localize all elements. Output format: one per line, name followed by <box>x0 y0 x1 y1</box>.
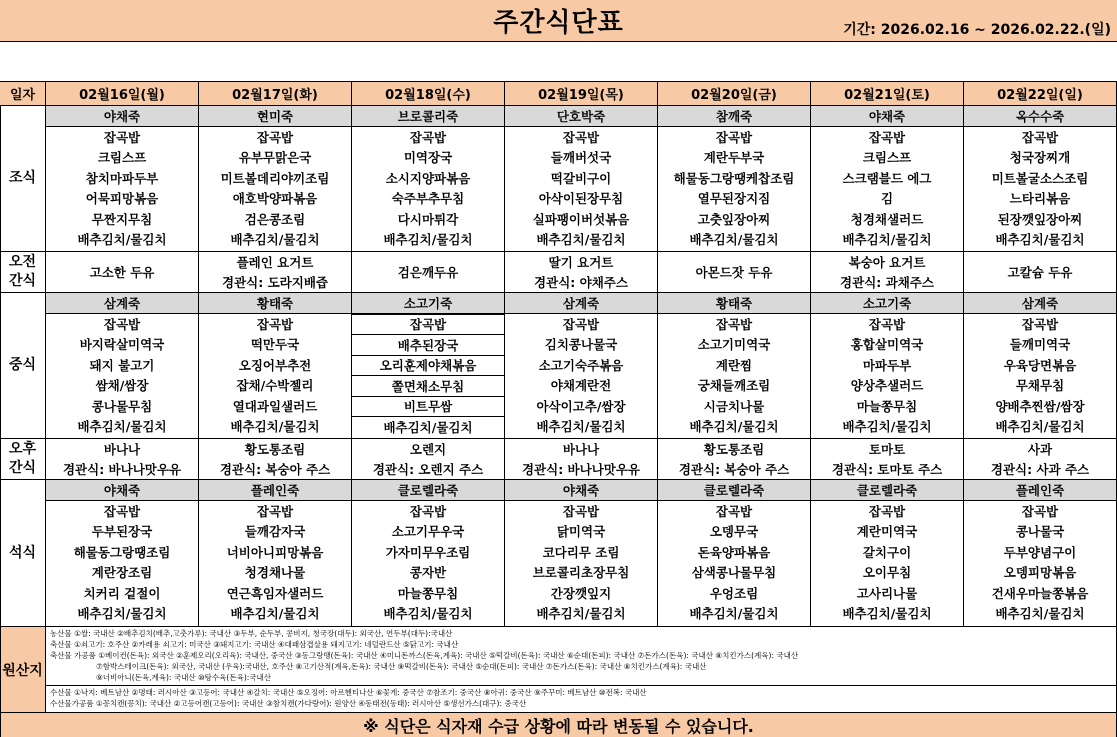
menu-item: 어묵피망볶음 <box>85 191 159 207</box>
menu-cell <box>658 293 811 439</box>
porridge-item: 브로콜리죽 <box>352 106 504 127</box>
porridge-item: 플레인죽 <box>964 480 1116 501</box>
menu-cell <box>46 293 199 439</box>
menu-item: 미역장국 <box>403 150 453 166</box>
menu-item: 복숭아 요거트 <box>848 255 926 270</box>
menu-item: 잡곡밥 <box>868 503 906 519</box>
menu-cell <box>505 252 658 293</box>
menu-cell <box>811 293 964 439</box>
menu-cell <box>46 480 199 627</box>
menu-item: 경관식: 바나나맛우유 <box>62 462 182 477</box>
menu-item: 고소한 두유 <box>89 265 155 280</box>
meal-label: 석식 <box>0 480 46 627</box>
menu-item: 무채무침 <box>1015 378 1065 394</box>
day-header: 02월20일(금) <box>658 82 811 106</box>
menu-cell <box>811 252 964 293</box>
menu-item: 오뎅피망볶음 <box>1003 565 1077 581</box>
menu-item: 배추김치/물김치 <box>77 606 167 622</box>
menu-item: 실파팽이버섯볶음 <box>532 211 630 227</box>
menu-item: 배추김치/물김치 <box>995 419 1085 435</box>
menu-item: 딸기 요거트 <box>548 255 614 270</box>
menu-item: 검은콩조림 <box>244 211 306 227</box>
menu-item: 미트볼데리야끼조림 <box>220 170 330 186</box>
menu-cell <box>658 439 811 480</box>
porridge-item: 참깨죽 <box>658 106 810 127</box>
menu-item: 잡채/수박젤리 <box>236 378 314 394</box>
menu-item: 배추김치/물김치 <box>842 232 932 248</box>
menu-item: 잡곡밥 <box>409 129 447 145</box>
menu-item: 소고기미역국 <box>697 337 771 353</box>
menu-item: 궁채들깨조림 <box>697 378 771 394</box>
porridge-item: 삼계죽 <box>964 293 1116 314</box>
blank-band <box>0 42 1117 82</box>
menu-item: 사과 <box>1027 442 1053 457</box>
menu-item: 삼색콩나물무침 <box>691 565 777 581</box>
day-header: 02월21일(토) <box>811 82 964 106</box>
origin-label: 원산지 <box>0 627 46 713</box>
menu-item: 미트볼굴소스조림 <box>991 170 1089 186</box>
header-label: 일자 <box>0 82 46 106</box>
menu-item: 계란미역국 <box>856 524 918 540</box>
day-header: 02월16일(월) <box>46 82 199 106</box>
menu-item: 바나나 <box>103 442 141 457</box>
menu-item: 배추된장국 <box>352 334 504 355</box>
menu-item: 배추김치/물김치 <box>689 606 779 622</box>
menu-item: 오이무침 <box>862 565 912 581</box>
menu-item: 배추김치/물김치 <box>995 606 1085 622</box>
origin-info <box>46 627 1117 713</box>
origin-line: ⑦함박스테이크(돈육): 외국산, 국내산 (우육):국내산, 호주산 ⑧고기산적(계육,돈육): 국내산 ⑨떡갈비(돈육): 국내산 ⑤순대(돈피): 국내산 ⑦돈가스(돈육): 국내산 ⑧치킨가스(계육): 국내산 <box>96 662 707 671</box>
menu-cell <box>811 480 964 627</box>
porridge-item: 황태죽 <box>199 293 351 314</box>
menu-item: 시금치나물 <box>703 398 765 414</box>
menu-item: 경관식: 도라지배즙 <box>222 275 328 290</box>
menu-item: 황도통조림 <box>703 442 765 457</box>
menu-item: 경관식: 야채주스 <box>534 275 628 290</box>
menu-cell <box>352 252 505 293</box>
menu-cell <box>964 439 1117 480</box>
menu-cell <box>964 252 1117 293</box>
menu-item: 해물동그랑땡조림 <box>73 544 171 560</box>
menu-item: 경관식: 토마토 주스 <box>831 462 943 477</box>
porridge-item: 옥수수죽 <box>964 106 1116 127</box>
menu-item: 양상추샐러드 <box>850 378 924 394</box>
menu-cell <box>46 439 199 480</box>
origin-divider <box>46 685 1117 686</box>
menu-item: 잡곡밥 <box>715 503 753 519</box>
porridge-item: 황태죽 <box>658 293 810 314</box>
footer-notice: ※ 식단은 식자재 수급 상황에 따라 변동될 수 있습니다. <box>0 713 1117 737</box>
menu-item: 경관식: 복숭아 주스 <box>678 462 790 477</box>
porridge-item: 소고기죽 <box>811 293 963 314</box>
menu-item: 배추김치/물김치 <box>352 416 504 437</box>
menu-item: 배추김치/물김치 <box>536 419 626 435</box>
menu-item: 잡곡밥 <box>352 314 504 335</box>
menu-cell <box>658 252 811 293</box>
menu-item: 쌈채/쌈장 <box>95 378 149 394</box>
menu-item: 된장깻잎장아찌 <box>997 211 1083 227</box>
menu-item: 검은깨두유 <box>397 265 459 280</box>
menu-item: 청경채나물 <box>244 565 306 581</box>
menu-item: 배추김치/물김치 <box>77 419 167 435</box>
menu-item: 열대과일샐러드 <box>232 398 318 414</box>
menu-item: 너비아니피망볶음 <box>226 544 324 560</box>
menu-item: 스크램블드 에그 <box>842 170 932 186</box>
menu-cell <box>46 106 199 252</box>
menu-item: 경관식: 사과 주스 <box>990 462 1090 477</box>
menu-item: 고칼슘 두유 <box>1007 265 1073 280</box>
menu-item: 계란장조림 <box>91 565 153 581</box>
origin-line: 축산물 ①쇠고기: 호주산 ②카레용 쇠고기: 미국산 ③돼지고기: 국내산 ④대패삼겹살용 돼지고기: 네덜란드산 ⑤닭고기: 국내산 <box>50 640 459 649</box>
menu-cell <box>658 106 811 252</box>
menu-item: 잡곡밥 <box>868 129 906 145</box>
menu-item: 쫄면채소무침 <box>352 375 504 396</box>
menu-item: 경관식: 복숭아 주스 <box>219 462 331 477</box>
menu-item: 우엉조림 <box>709 585 759 601</box>
menu-item: 떡갈비구이 <box>550 170 612 186</box>
menu-item: 소고기숙주볶음 <box>538 357 624 373</box>
meal-label: 조식 <box>0 106 46 252</box>
meal-label: 오후 간식 <box>0 439 46 480</box>
menu-item: 간장깻잎지 <box>550 585 612 601</box>
menu-item: 아삭이고추/쌈장 <box>536 398 626 414</box>
menu-item: 마늘쫑무침 <box>397 585 459 601</box>
menu-item: 연근흑임자샐러드 <box>226 585 324 601</box>
origin-line: 축산물 가공품 ①베이컨(돈육): 외국산 ②훈제오리(오리육): 국내산, 중국산 ③동그랑땡(돈육): 국내산 ④미니돈까스(돈육,계육): 국내산 ⑤떡갈비(돈육): 국내산 ⑥순대(돈피): 국내산 ⑦돈가스(돈육): 국내산 ⑧치킨가스(계육): 국내산 <box>50 651 799 660</box>
menu-item: 코다리무 조림 <box>542 544 620 560</box>
menu-item: 잡곡밥 <box>409 503 447 519</box>
menu-item: 우육당면볶음 <box>1003 357 1077 373</box>
menu-item: 잡곡밥 <box>103 129 141 145</box>
menu-item: 크림스프 <box>862 150 912 166</box>
porridge-item: 클로렐라죽 <box>811 480 963 501</box>
menu-item: 건새우마늘쫑볶음 <box>991 585 1089 601</box>
menu-item: 오징어부추전 <box>238 357 312 373</box>
menu-item: 가자미무우조림 <box>385 544 471 560</box>
menu-item: 잡곡밥 <box>562 503 600 519</box>
porridge-item: 단호박죽 <box>505 106 657 127</box>
menu-item: 소고기무우국 <box>391 524 465 540</box>
menu-item: 바지락살미역국 <box>79 337 165 353</box>
menu-item: 콩나물국 <box>1015 524 1065 540</box>
menu-item: 치커리 겉절이 <box>83 585 161 601</box>
menu-item: 소시지양파볶음 <box>385 170 471 186</box>
menu-item: 콩자반 <box>409 565 447 581</box>
porridge-item: 삼계죽 <box>46 293 198 314</box>
menu-item: 들깨미역국 <box>1009 337 1071 353</box>
menu-cell <box>505 480 658 627</box>
menu-item: 오렌지 <box>409 442 447 457</box>
menu-cell <box>199 106 352 252</box>
menu-item: 돈육양파볶음 <box>697 544 771 560</box>
day-header: 02월19일(목) <box>505 82 658 106</box>
origin-line: 수산물 ①낙지: 베트남산 ②명태: 러시아산 ③고등어: 국내산 ④갈치: 국내산 ⑤오징어: 아르헨티나산 ⑥꽃게: 중국산 ⑦참조기: 중국산 ⑧아귀: 중국산 ⑨주꾸미: 베트남산 ⑩전복: 국내산 <box>50 688 647 697</box>
menu-item: 배추김치/물김치 <box>230 606 320 622</box>
menu-item: 유부무맑은국 <box>238 150 312 166</box>
menu-item: 경관식: 바나나맛우유 <box>521 462 641 477</box>
menu-item: 토마토 <box>868 442 906 457</box>
menu-item: 경관식: 과채주스 <box>840 275 934 290</box>
menu-item: 고춧잎장아찌 <box>697 211 771 227</box>
menu-cell <box>505 293 658 439</box>
menu-item: 아몬드잣 두유 <box>695 265 773 280</box>
porridge-item: 현미죽 <box>199 106 351 127</box>
porridge-item: 야채죽 <box>46 480 198 501</box>
menu-item: 두부된장국 <box>91 524 153 540</box>
menu-item: 잡곡밥 <box>715 129 753 145</box>
origin-line: 수산물가공품 ①꽁치캔(꽁치): 국내산 ②고등어캔(고등어): 국내산 ③참치캔(가다랑어): 원양산 ④동태전(동태): 러시아산 ⑤생선가스(대구): 중국산 <box>50 699 527 708</box>
menu-item: 들깨감자국 <box>244 524 306 540</box>
menu-item: 오리훈제야채볶음 <box>352 355 504 376</box>
porridge-item: 클로렐라죽 <box>352 480 504 501</box>
menu-item: 크림스프 <box>97 150 147 166</box>
menu-item: 열무된장지짐 <box>697 191 771 207</box>
menu-item: 잡곡밥 <box>1021 129 1059 145</box>
menu-item: 잡곡밥 <box>256 129 294 145</box>
menu-item: 떡만두국 <box>250 337 300 353</box>
menu-item: 배추김치/물김치 <box>230 232 320 248</box>
menu-item: 잡곡밥 <box>562 129 600 145</box>
menu-item: 배추김치/물김치 <box>536 606 626 622</box>
menu-item: 배추김치/물김치 <box>383 606 473 622</box>
period-label: 기간: 2026.02.16 ~ 2026.02.22.(일) <box>843 22 1111 38</box>
menu-cell <box>352 106 505 252</box>
menu-cell <box>199 480 352 627</box>
menu-item: 비트무쌈 <box>352 396 504 417</box>
menu-item: 브로콜리초장무침 <box>532 565 630 581</box>
menu-cell <box>352 293 505 439</box>
menu-item: 배추김치/물김치 <box>689 419 779 435</box>
menu-item: 잡곡밥 <box>1021 316 1059 332</box>
menu-item: 배추김치/물김치 <box>77 232 167 248</box>
menu-item: 잡곡밥 <box>256 316 294 332</box>
meal-label: 중식 <box>0 293 46 439</box>
menu-item: 오뎅무국 <box>709 524 759 540</box>
menu-item: 돼지 불고기 <box>89 357 155 373</box>
menu-item: 양배추찐쌈/쌈장 <box>995 398 1085 414</box>
menu-item: 배추김치/물김치 <box>689 232 779 248</box>
menu-item: 배추김치/물김치 <box>842 606 932 622</box>
menu-item: 배추김치/물김치 <box>230 419 320 435</box>
menu-cell <box>199 293 352 439</box>
menu-item: 바나나 <box>562 442 600 457</box>
menu-item: 황도통조림 <box>244 442 306 457</box>
menu-item: 다시마튀각 <box>397 211 459 227</box>
porridge-item: 야채죽 <box>46 106 198 127</box>
menu-item: 배추김치/물김치 <box>995 232 1085 248</box>
porridge-item: 소고기죽 <box>352 293 504 314</box>
menu-item: 갈치구이 <box>862 544 912 560</box>
menu-item: 느타리볶음 <box>1009 191 1071 207</box>
menu-item: 청경채샐러드 <box>850 211 924 227</box>
menu-item: 잡곡밥 <box>103 316 141 332</box>
menu-cell <box>46 252 199 293</box>
menu-item: 청국장찌개 <box>1009 150 1071 166</box>
menu-item: 잡곡밥 <box>1021 503 1059 519</box>
menu-item: 김 <box>880 191 894 207</box>
menu-item: 콩나물무침 <box>91 398 153 414</box>
menu-item: 플레인 요거트 <box>236 255 314 270</box>
menu-cell <box>505 439 658 480</box>
menu-item: 배추김치/물김치 <box>536 232 626 248</box>
day-header: 02월18일(수) <box>352 82 505 106</box>
menu-item: 참치마파두부 <box>85 170 159 186</box>
porridge-item: 클로렐라죽 <box>658 480 810 501</box>
menu-item: 잡곡밥 <box>715 316 753 332</box>
menu-cell <box>199 252 352 293</box>
menu-item: 잡곡밥 <box>256 503 294 519</box>
menu-item: 야채계란전 <box>550 378 612 394</box>
menu-cell <box>352 439 505 480</box>
menu-item: 배추김치/물김치 <box>383 232 473 248</box>
menu-cell <box>964 106 1117 252</box>
menu-item: 마파두부 <box>862 357 912 373</box>
menu-item: 배추김치/물김치 <box>842 419 932 435</box>
menu-item: 들깨버섯국 <box>550 150 612 166</box>
menu-item: 홍합살미역국 <box>850 337 924 353</box>
menu-cell <box>658 480 811 627</box>
menu-cell <box>505 106 658 252</box>
menu-cell <box>199 439 352 480</box>
day-header: 02월17일(화) <box>199 82 352 106</box>
menu-item: 닭미역국 <box>556 524 606 540</box>
menu-item: 애호박양파볶음 <box>232 191 318 207</box>
menu-item: 무짠지무침 <box>91 211 153 227</box>
porridge-item: 야채죽 <box>505 480 657 501</box>
porridge-item: 플레인죽 <box>199 480 351 501</box>
origin-line: ⑨너비아니(돈육,계육): 국내산 ⑩탕수육(돈육):국내산 <box>96 673 272 682</box>
menu-cell <box>352 480 505 627</box>
menu-cell <box>964 293 1117 439</box>
menu-item: 경관식: 오렌지 주스 <box>372 462 484 477</box>
menu-item: 잡곡밥 <box>103 503 141 519</box>
menu-item: 계란두부국 <box>703 150 765 166</box>
porridge-item: 야채죽 <box>811 106 963 127</box>
menu-item: 두부양념구이 <box>1003 544 1077 560</box>
menu-item: 김치콩나물국 <box>544 337 618 353</box>
menu-item: 계란찜 <box>715 357 753 373</box>
menu-cell <box>811 439 964 480</box>
origin-line: 농산물 ①쌀: 국내산 ②배추김치(배추,고춧가루): 국내산 ③두부, 순두부, 콩비지, 청국장(대두): 외국산, 연두부(대두):국내산 <box>50 629 453 638</box>
menu-item: 숙주부추무침 <box>391 191 465 207</box>
menu-item: 고사리나물 <box>856 585 918 601</box>
menu-cell <box>964 480 1117 627</box>
day-header: 02월22일(일) <box>964 82 1117 106</box>
menu-item: 마늘쫑무침 <box>856 398 918 414</box>
menu-cell <box>811 106 964 252</box>
menu-item: 아삭이된장무침 <box>538 191 624 207</box>
porridge-item: 삼계죽 <box>505 293 657 314</box>
page-title: 주간식단표 <box>493 8 624 38</box>
menu-item: 해물동그랑땡케찹조림 <box>673 170 795 186</box>
menu-item: 잡곡밥 <box>868 316 906 332</box>
meal-label: 오전 간식 <box>0 252 46 293</box>
menu-item: 잡곡밥 <box>562 316 600 332</box>
